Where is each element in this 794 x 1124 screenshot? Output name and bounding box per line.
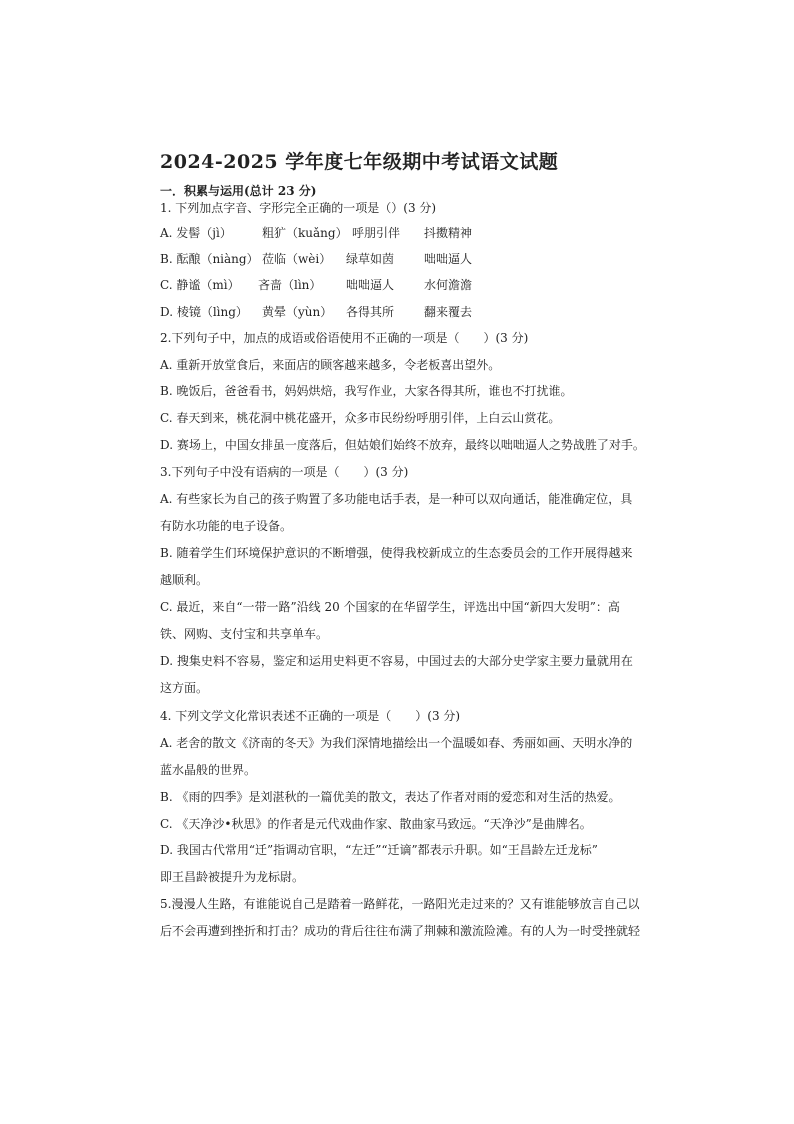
q1-option-a-2: 粗犷（kuǎng）: [262, 226, 348, 240]
q2-option-a: A. 重新开放堂食后，来面店的顾客越来越多，令老板喜出望外。: [160, 358, 501, 372]
q2-option-b: B. 晚饭后，爸爸看书，妈妈烘焙，我写作业，大家各得其所，谁也不打扰谁。: [160, 384, 573, 398]
q3-option-c-line2: 铁、网购、支付宝和共享单车。: [160, 627, 329, 641]
q3-option-a-line1: A. 有些家长为自己的孩子购置了多功能电话手表，是一种可以双向通话，能准确定位，具: [160, 492, 633, 506]
q3-option-b-line2: 越顺利。: [160, 573, 209, 587]
q1-option-c-1: C. 静谧（mì）: [160, 278, 240, 292]
q1-option-b-4: 咄咄逼人: [424, 252, 473, 266]
q1-option-b-1: B. 酝酿（niàng）: [160, 252, 259, 266]
q4-option-a-line1: A. 老舍的散文《济南的冬天》为我们深情地描绘出一个温暖如春、秀丽如画、天明水净的: [160, 736, 633, 750]
q4-option-c: C. 《天净沙•秋思》的作者是元代戏曲作家、散曲家马致远。“天净沙”是曲牌名。: [160, 817, 592, 831]
q1-option-c-3: 咄咄逼人: [346, 278, 395, 292]
q1-option-c-4: 水何澹澹: [424, 278, 473, 292]
q1-option-a-4: 抖擞精神: [424, 226, 473, 240]
page-title: 2024-2025 学年度七年级期中考试语文试题: [160, 151, 559, 173]
q3-option-d-line1: D. 搜集史料不容易，鉴定和运用史料更不容易，中国过去的大部分史学家主要力量就用在: [160, 654, 633, 668]
q1-option-d-4: 翻来覆去: [424, 305, 473, 319]
q1-option-a-1: A. 发髻（jì）: [160, 226, 232, 240]
q4-option-d-line2: 即王昌龄被提升为龙标尉。: [160, 870, 305, 884]
q3-option-d-line2: 这方面。: [160, 681, 209, 695]
q3-option-a-line2: 有防水功能的电子设备。: [160, 519, 293, 533]
q1-option-a-3: 呼朋引伴: [352, 226, 401, 240]
q1-option-d-2: 黄晕（yùn）: [262, 305, 333, 319]
q4-option-d-line1: D. 我国古代常用“迁”指调动官职，“左迁”“迁谪”都表示升职。如“王昌龄左迁龙标”: [160, 843, 598, 857]
q1-option-d-1: D. 棱镜（lìng）: [160, 305, 248, 319]
q2-option-d: D. 赛场上，中国女排虽一度落后，但姑娘们始终不放弃，最终以咄咄逼人之势战胜了对手。: [160, 438, 645, 452]
question-2-stem: 2.下列句子中，加点的成语或俗语使用不正确的一项是（ ）(3 分): [160, 331, 529, 345]
q1-option-b-3: 绿草如茵: [346, 252, 395, 266]
question-3-stem: 3.下列句子中没有语病的一项是（ ）(3 分): [160, 465, 409, 479]
q3-option-c-line1: C. 最近，来自“一带一路”沿线 20 个国家的在华留学生，评选出中国“新四大发明”：高: [160, 600, 620, 614]
question-1-stem: 1. 下列加点字音、字形完全正确的一项是（）(3 分): [160, 201, 437, 215]
q1-option-b-2: 莅临（wèi）: [262, 252, 332, 266]
question-4-stem: 4. 下列文学文化常识表述不正确的一项是（ ）(3 分): [160, 709, 461, 723]
q1-option-c-2: 吝啬（lìn）: [258, 278, 322, 292]
q4-option-a-line2: 蓝水晶般的世界。: [160, 763, 257, 777]
question-5-line1: 5.漫漫人生路，有谁能说自己是踏着一路鲜花，一路阳光走过来的？又有谁能够放言自己以: [160, 897, 640, 911]
section-heading: 一．积累与运用(总计 23 分): [160, 184, 317, 198]
q3-option-b-line1: B. 随着学生们环境保护意识的不断增强，使得我校新成立的生态委员会的工作开展得越来: [160, 546, 633, 560]
question-5-line2: 后不会再遭到挫折和打击？成功的背后往往布满了荆棘和激流险滩。有的人为一时受挫就轻: [160, 924, 641, 938]
q4-option-b: B. 《雨的四季》是刘湛秋的一篇优美的散文，表达了作者对雨的爱恋和对生活的热爱。: [160, 790, 621, 804]
q2-option-c: C. 春天到来，桃花洞中桃花盛开，众多市民纷纷呼朋引伴，上白云山赏花。: [160, 411, 561, 425]
q1-option-d-3: 各得其所: [346, 305, 395, 319]
